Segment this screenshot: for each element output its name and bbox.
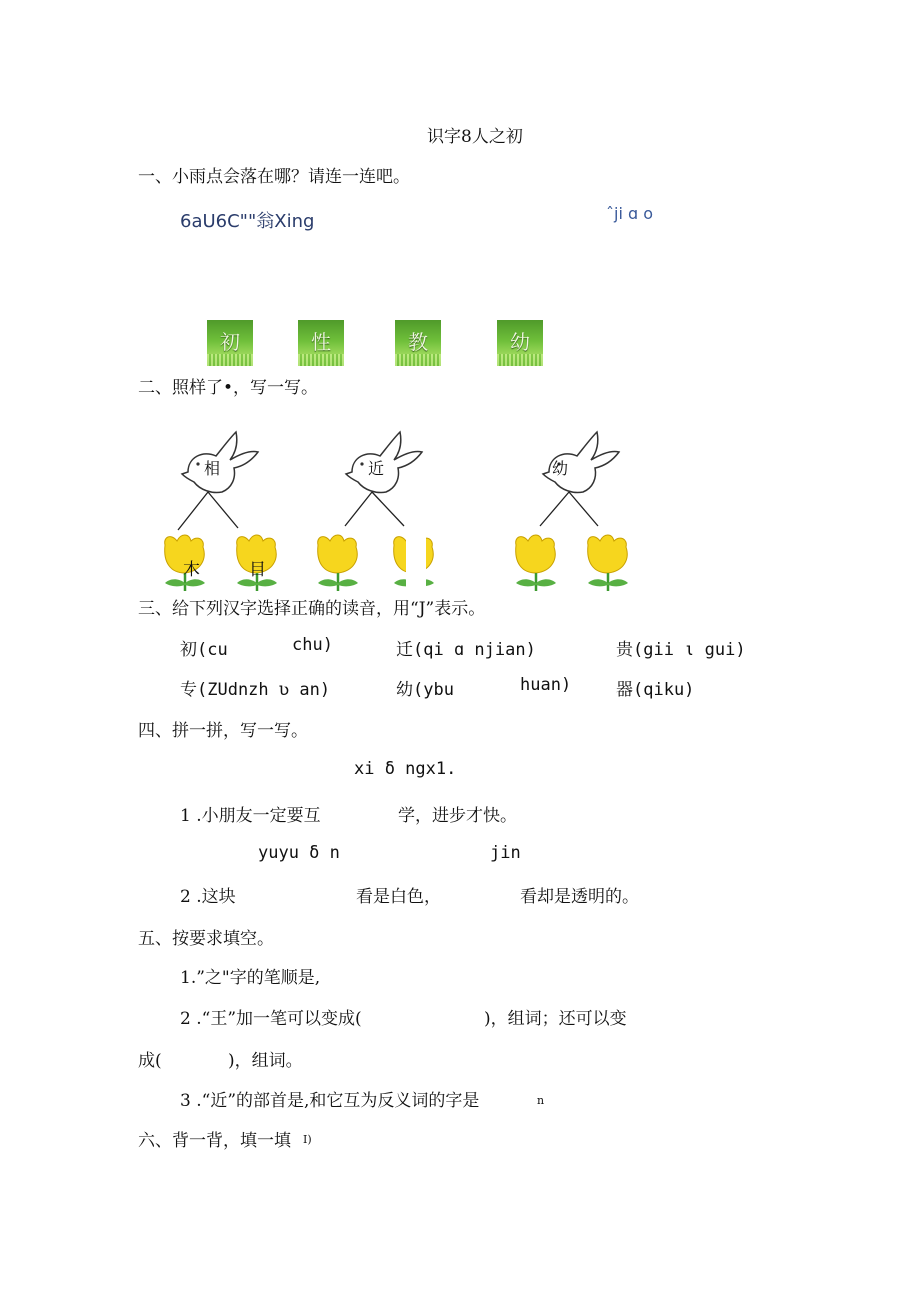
q4-sentence: 1 .小朋友一定要互 (180, 806, 321, 826)
q3-item: huan) (520, 675, 572, 695)
q5-line: 成( (138, 1051, 162, 1071)
q4-heading: 四、拼一拼，写一写。 (138, 721, 308, 741)
q5-line: )，组词。 (228, 1051, 303, 1071)
q4-pinyin: xi δ ngx1. (354, 759, 457, 779)
tile-label: 教 (408, 330, 428, 354)
bird-char: 相 (204, 459, 221, 478)
q5-heading: 五、按要求填空。 (138, 929, 274, 949)
flower-icon (588, 535, 628, 591)
q4-sentence: 2 .这块 (180, 887, 236, 907)
q4-pinyin: jin (490, 843, 521, 863)
q1-pinyin-right: ˆji ɑ o (606, 204, 654, 223)
tile-label: 性 (311, 330, 331, 354)
q1-heading: 一、小雨点会落在哪？请连一连吧。 (138, 167, 410, 187)
flower-icon (516, 535, 556, 591)
q3-item: 器(qiku) (616, 680, 695, 700)
page-title: 识字8人之初 (427, 127, 523, 147)
tile-label: 初 (220, 330, 240, 354)
q6-heading: 六、背一背，填一填 (138, 1131, 291, 1151)
q4-sentence: 看却是透明的。 (520, 887, 639, 907)
q3-item: 贵(gii ι gui) (616, 640, 746, 660)
q4-sentence: 看是白色， (356, 887, 441, 907)
q3-item: 幼(ybu (396, 680, 454, 700)
q5-line: 3 .“近”的部首是,和它互为反义词的字是 (180, 1091, 480, 1111)
flower-char: 目 (249, 560, 266, 580)
q6-heading-sub: I) (303, 1133, 312, 1146)
q4-sentence: 学，进步才快。 (398, 806, 517, 826)
bird-char: 近 (368, 459, 385, 478)
q3-item: 专(ZUdnzh ʋ an) (180, 680, 331, 700)
q1-pinyin-left: 6aU6C""翁Xing (180, 211, 315, 232)
q4-pinyin: yuyu δ n (258, 843, 340, 863)
flower-char: 木 (183, 560, 200, 580)
q2-heading: 二、照样了•，写一写。 (138, 378, 319, 398)
q5-line: 2 .“王”加一笔可以变成( (180, 1009, 362, 1029)
q3-item: 迁(qi ɑ njian) (396, 640, 536, 660)
tile-label: 幼 (510, 330, 530, 354)
q3-item: chu) (292, 635, 333, 655)
q2-figure (0, 0, 920, 600)
bird-char: 幼 (552, 459, 569, 478)
q5-line-sub: n (537, 1094, 545, 1107)
flower-icon (318, 535, 358, 591)
q5-line: 1.”之"字的笔顺是, (180, 968, 321, 988)
q3-item: 初(cu (180, 640, 228, 660)
q3-heading: 三、给下列汉字选择正确的读音，用“J”表示。 (138, 599, 486, 619)
q5-line: )，组词；还可以变 (484, 1009, 627, 1029)
